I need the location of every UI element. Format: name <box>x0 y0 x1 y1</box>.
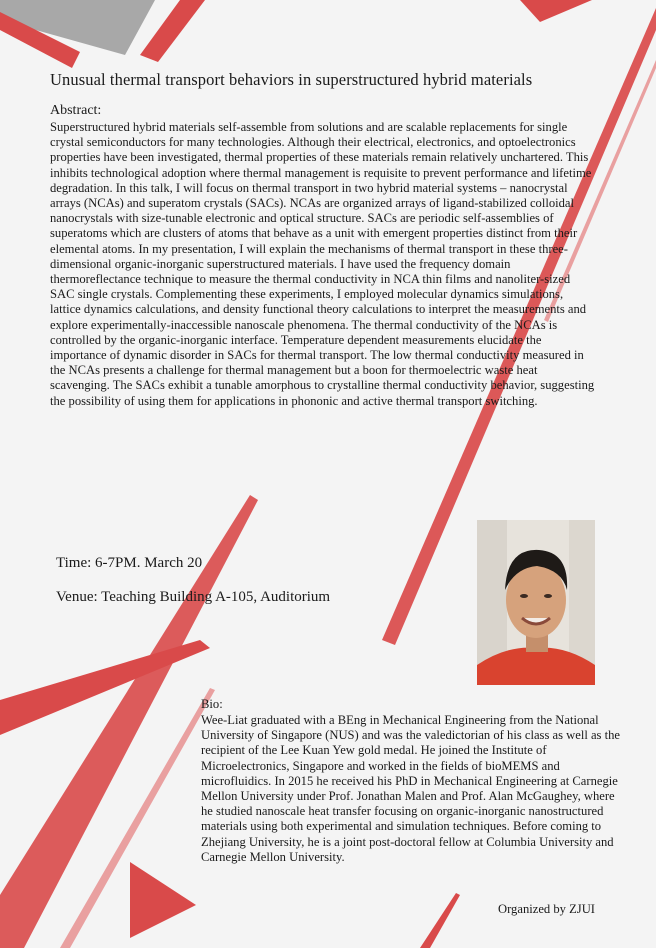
event-venue: Venue: Teaching Building A-105, Auditorium <box>56 589 331 605</box>
poster-title: Unusual thermal transport behaviors in superstructured hybrid materials <box>50 70 533 89</box>
abstract-heading: Abstract: <box>50 103 102 118</box>
red-triangle-top-right <box>520 0 592 22</box>
event-time: Time: 6-7PM. March 20 <box>56 555 203 571</box>
organizer-credit: Organized by ZJUI <box>498 902 595 916</box>
bio-text: Wee-Liat graduated with a BEng in Mechanical Engineering from the National University of Singapore (NUS) and was the valedictorian of his class as well as the recipient of the Lee Kuan Yew gold medal. He joined the Institute of Microelectronics, Singapore and worked in the fields of bioMEMS and microfluidics. In 2015 he received his PhD in Mechanical Engineering at Carnegie Mellon University under Prof. Jonathan Malen and Prof. Alan McGaughey, where he studied nanoscale heat transfer focusing on organic-inorganic nanostructured materials using both experimental and simulation techniques. Before coming to Zhejiang University, he is a joint post-doctoral fellow at Columbia University and Carnegie Mellon University. <box>201 713 620 864</box>
bio-heading: Bio: <box>201 697 223 711</box>
red-line-bottom-right <box>420 893 460 948</box>
red-triangle-bottom <box>130 862 196 938</box>
abstract-text: Superstructured hybrid materials self-assemble from solutions and are scalable replacements for single crystal semiconductors for many technologies. Although their electrical, electronics, and optoelectronics properties have been investigated, thermal properties of these materials remain relatively unchartered. This inhibits technological adoption where thermal management is requisite to prevent performance and lifetime degradation. In this talk, I will focus on thermal transport in two hybrid material systems – nanocrystal arrays (NCAs) and superatom crystals (SACs). NCAs are organized arrays of ligand-stabilized colloidal nanocrystals with size-tunable electronic and optical structure. SACs are periodic self-assemblies of superatoms which are clusters of atoms that behave as a unit with emergent properties distinct from their elemental atoms. In my presentation, I will explain the mechanisms of thermal transport in these three-dimensional organic-inorganic superstructured materials. I have used the frequency domain thermoreflectance technique to measure the thermal conductivity in NCA thin films and nanoliter-sized SAC single crystals. Complementing these experiments, I employed molecular dynamics simulations, lattice dynamics calculations, and density functional theory calculations to interpret the measurements and explore experimentally-inaccessible nanoscale phenomena. The thermal conductivity of the NCAs is controlled by the organic-inorganic interface. Temperature dependent measurements elucidate the importance of dynamic disorder in SACs for thermal transport. The low thermal conductivity measured in the NCAs presents a challenge for thermal management but a boon for thermoelectric waste heat scavenging. The SACs exhibit a tunable amorphous to crystalline thermal conductivity behavior, suggesting the possibility of using them for applications in phononic and active thermal transport switching. <box>50 120 595 408</box>
red-stripe-left <box>0 640 210 735</box>
speaker-photo <box>477 520 595 685</box>
